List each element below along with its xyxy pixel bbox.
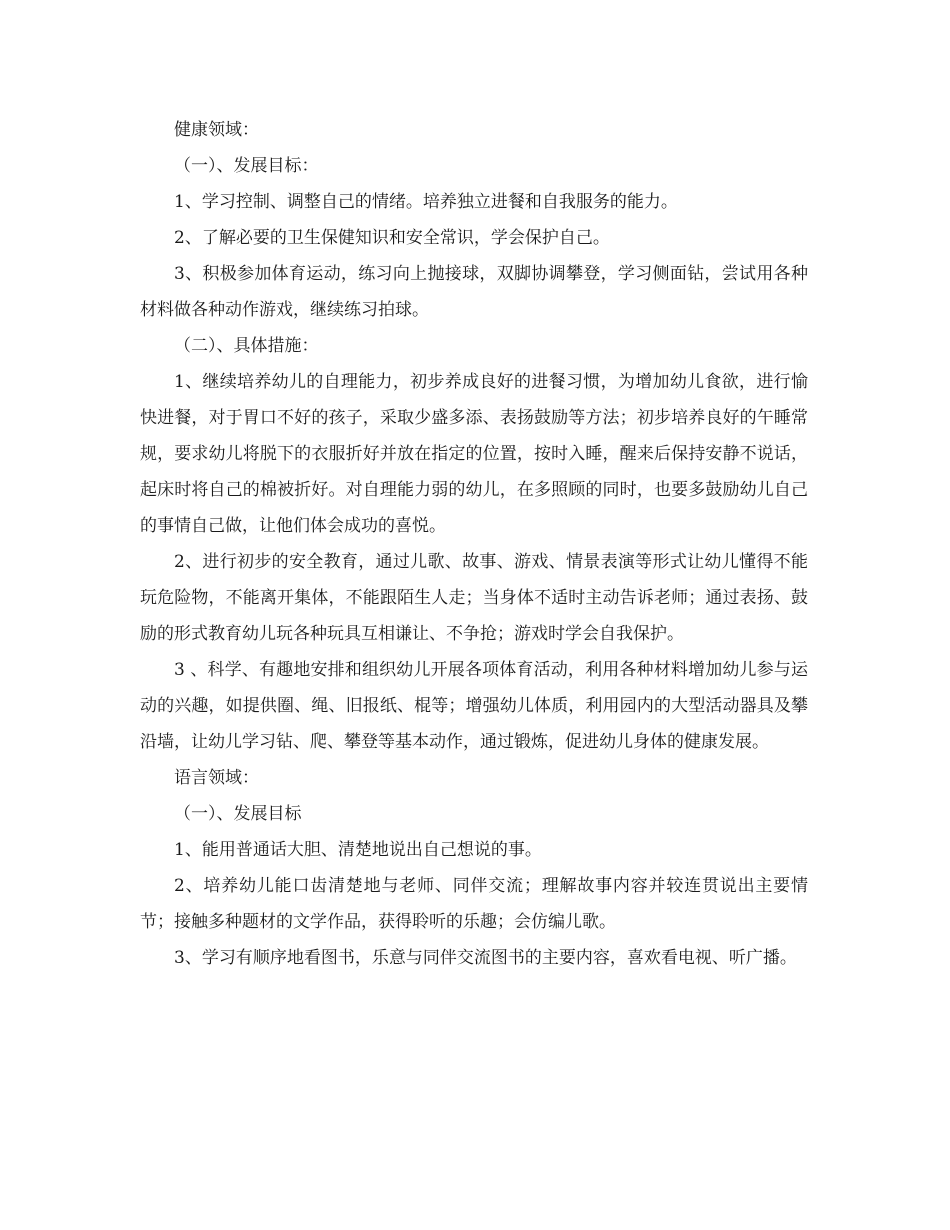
paragraph-language-goal-2: 2、培养幼儿能口齿清楚地与老师、同伴交流；理解故事内容并较连贯说出主要情节；接触多种题材的文学作品，获得聆听的乐趣；会仿编儿歌。 [140, 876, 808, 932]
section-heading-health: 健康领域： [174, 120, 259, 140]
paragraph-goal-2: 2、了解必要的卫生保健知识和安全常识，学会保护自己。 [174, 228, 610, 248]
subheading-measures: （二）、具体措施： [174, 336, 319, 356]
paragraph-measure-3: 3 、科学、有趣地安排和组织幼儿开展各项体育活动，利用各种材料增加幼儿参与运动的兴趣，如提供圈、绳、旧报纸、棍等；增强幼儿体质，利用园内的大型活动器具及攀沿墙，让幼儿学习钻、爬、攀登等基本动作，通过锻炼，促进幼儿身体的健康发展。 [140, 660, 808, 752]
subheading-language-goals: （一）、发展目标 [174, 804, 302, 824]
paragraph-language-goal-1: 1、能用普通话大胆、清楚地说出自己想说的事。 [174, 840, 542, 860]
subheading-goals: （一）、发展目标： [174, 156, 319, 176]
paragraph-goal-3: 3、积极参加体育运动，练习向上抛接球，双脚协调攀登，学习侧面钻，尝试用各种材料做各种动作游戏，继续练习拍球。 [140, 264, 808, 320]
paragraph-measure-1: 1、继续培养幼儿的自理能力，初步养成良好的进餐习惯，为增加幼儿食欲，进行愉快进餐，对于胃口不好的孩子，采取少盛多添、表扬鼓励等方法；初步培养良好的午睡常规，要求幼儿将脱下的衣服折好并放在指定的位置，按时入睡，醒来后保持安静不说话，起床时将自己的棉被折好。对自理能力弱的幼儿，在多照顾的同时，也要多鼓励幼儿自己的事情自己做，让他们体会成功的喜悦。 [140, 372, 808, 536]
paragraph-goal-1: 1、学习控制、调整自己的情绪。培养独立进餐和自我服务的能力。 [174, 192, 678, 212]
paragraph-measure-2: 2、进行初步的安全教育，通过儿歌、故事、游戏、情景表演等形式让幼儿懂得不能玩危险物，不能离开集体，不能跟陌生人走；当身体不适时主动告诉老师；通过表扬、鼓励的形式教育幼儿玩各种玩具互相谦让、不争抢；游戏时学会自我保护。 [140, 552, 808, 644]
document-page [140, 112, 808, 976]
section-heading-language: 语言领域： [174, 768, 259, 788]
paragraph-language-goal-3: 3、学习有顺序地看图书，乐意与同伴交流图书的主要内容，喜欢看电视、听广播。 [174, 948, 797, 968]
